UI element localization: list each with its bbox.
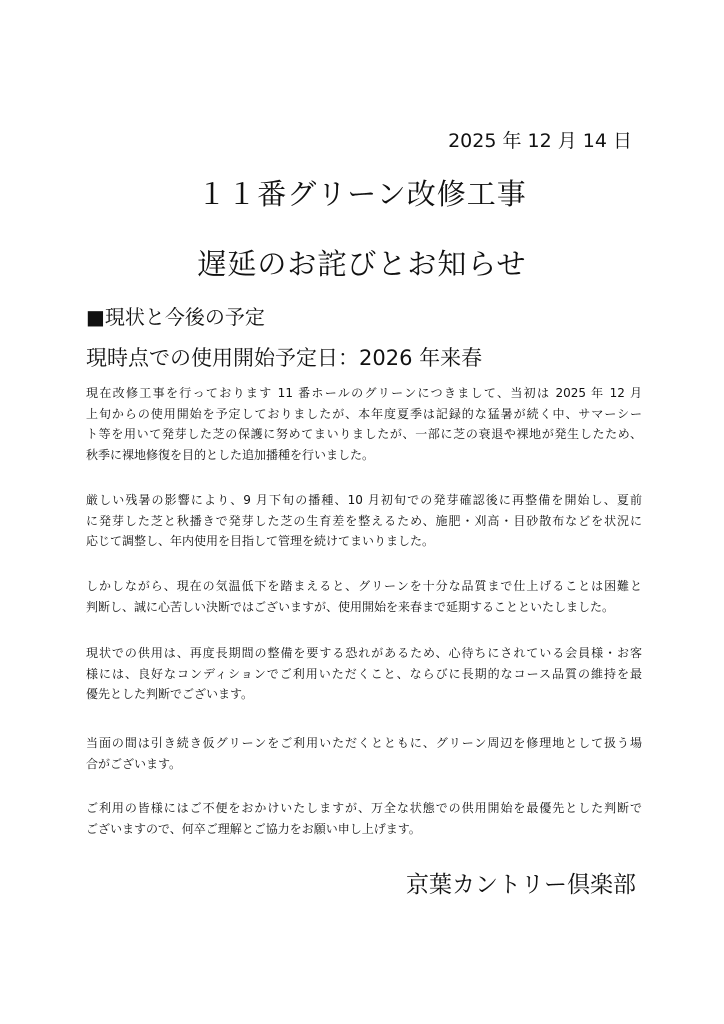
paragraph-line: 秋季に裸地修復を目的とした追加播種を行いました。 — [86, 448, 375, 463]
notice-title-line-2: 遅延のお詫びとお知らせ — [197, 247, 527, 281]
paragraph-line: 応じて調整し、年内使用を目指して管理を続けてまいりました。 — [86, 534, 435, 549]
paragraph-line: 厳しい残暑の影響により、9 月下旬の播種、10 月初旬での発芽確認後に再整備を開始し、夏前 — [86, 493, 642, 507]
paragraph-line: 判断し、誠に心苦しい決断ではございますが、使用開始を来春まで延期することといたしました。 — [86, 599, 615, 614]
notice-paragraph-5 — [86, 733, 642, 774]
paragraph-line: 現在改修工事を行っております 11 番ホールのグリーンにつきまして、当初は 2025 年 12 月 — [86, 386, 642, 400]
paragraph-line: 様には、良好なコンディションでご利用いただくこと、ならびに長期的なコース品質の維持を最 — [86, 666, 642, 681]
club-signature: 京葉カントリー倶楽部 — [406, 872, 636, 898]
paragraph-line: 当面の間は引き続き仮グリーンをご利用いただくとともに、グリーン周辺を修理地として扱う場 — [86, 736, 642, 750]
scheduled-start-date: 現時点での使用開始予定日：2026 年来春 — [86, 346, 483, 370]
paragraph-line: ございますので、何卒ご理解とご協力をお願い申し上げます。 — [86, 821, 421, 836]
notice-paragraph-3 — [86, 576, 642, 617]
notice-paragraph-1 — [86, 383, 642, 466]
paragraph-line: ご利用の皆様にはご不便をおかけいたしますが、万全な状態での供用開始を最優先とした判断で — [86, 801, 642, 815]
notice-paragraph-4 — [86, 643, 642, 705]
notice-paragraph-2 — [86, 490, 642, 552]
section-heading: ■現状と今後の予定 — [86, 305, 265, 329]
paragraph-line: 上旬からの使用開始を予定しておりましたが、本年度夏季は記録的な猛暑が続く中、サマーシー — [86, 406, 642, 421]
document-date: 2025 年 12 月 14 日 — [448, 130, 632, 152]
paragraph-line: 優先とした判断でございます。 — [86, 687, 254, 702]
paragraph-line: 現状での供用は、再度長期間の整備を要する恐れがあるため、心待ちにされている会員様・お客 — [86, 646, 642, 660]
paragraph-line: 合がございます。 — [86, 756, 182, 771]
paragraph-line: しかしながら、現在の気温低下を踏まえると、グリーンを十分な品質まで仕上げることは困難と — [86, 579, 642, 593]
paragraph-line: に発芽した芝と秋播きで発芽した芝の生育差を整えるため、施肥・刈高・目砂散布などを状況に — [86, 513, 642, 528]
paragraph-line: ト等を用いて発芽した芝の保護に努めてまいりましたが、一部に芝の衰退や裸地が発生したため、 — [86, 427, 642, 442]
notice-paragraph-6 — [86, 798, 642, 839]
notice-title-line-1: １１番グリーン改修工事 — [197, 177, 527, 211]
